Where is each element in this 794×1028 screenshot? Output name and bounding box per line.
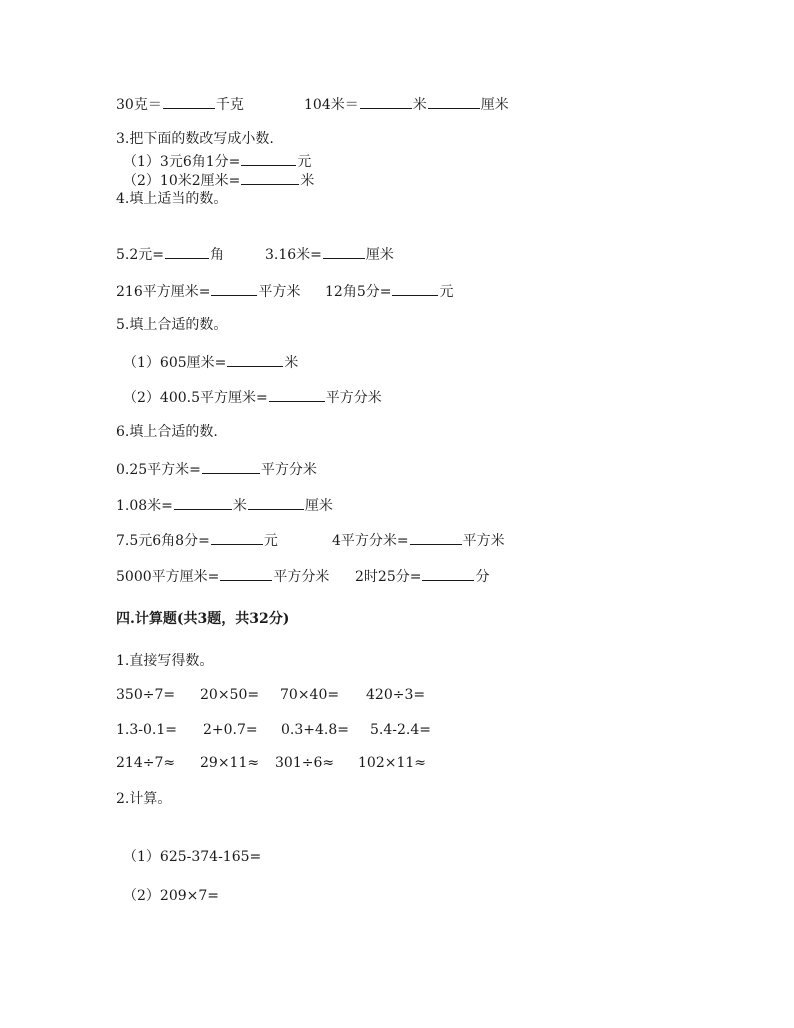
question-item xyxy=(123,387,382,407)
question-item xyxy=(116,281,300,301)
text: 米 xyxy=(412,97,427,113)
text: （1）605厘米= xyxy=(123,355,227,371)
calc-item: 29×11≈ xyxy=(200,755,260,771)
calc-item: 214÷7≈ xyxy=(116,755,176,771)
text: 104米＝ xyxy=(304,97,359,113)
question-item xyxy=(332,530,505,550)
answer-blank[interactable] xyxy=(248,495,304,510)
text: 30克＝ xyxy=(116,97,162,113)
text: 平方分米 xyxy=(273,569,330,585)
calc-item: 420÷3= xyxy=(366,687,426,703)
question-item xyxy=(265,244,394,264)
text: 平方米 xyxy=(258,284,301,300)
question-item xyxy=(116,244,224,264)
calc-item: 5.4-2.4= xyxy=(370,722,431,738)
text: 平方米 xyxy=(462,533,505,549)
text: 元 xyxy=(263,533,278,549)
question-title: 2.计算。 xyxy=(116,791,172,807)
question-item xyxy=(116,530,278,550)
text: （2）10米2厘米= xyxy=(123,173,241,189)
text: 3.16米= xyxy=(265,247,322,263)
text: 米 xyxy=(284,355,299,371)
answer-blank[interactable] xyxy=(174,495,232,510)
text: 角 xyxy=(210,247,224,263)
answer-blank[interactable] xyxy=(220,566,272,581)
text: 分 xyxy=(475,569,490,585)
text: 216平方厘米= xyxy=(116,284,211,300)
text: 4平方分米= xyxy=(332,533,409,549)
answer-blank[interactable] xyxy=(165,244,209,259)
answer-blank[interactable] xyxy=(360,94,412,109)
question-title: 1.直接写得数。 xyxy=(116,653,214,669)
calc-item: 102×11≈ xyxy=(358,755,426,771)
question-title: 5.填上合适的数。 xyxy=(116,317,228,333)
text: 米 xyxy=(232,498,247,514)
text: 元 xyxy=(297,154,312,170)
question-item xyxy=(123,170,314,190)
question-item xyxy=(116,459,317,479)
question-item xyxy=(123,151,311,171)
text: 米 xyxy=(300,173,315,189)
calc-item: 70×40= xyxy=(280,687,340,703)
question-title: 4.填上适当的数。 xyxy=(116,191,228,207)
text: 12角5分= xyxy=(325,284,392,300)
calc-item: （1）625-374-165= xyxy=(123,849,262,865)
text: （2）400.5平方厘米= xyxy=(123,390,268,406)
question-item xyxy=(116,566,329,586)
text: 厘米 xyxy=(304,498,333,514)
text: 厘米 xyxy=(480,97,509,113)
answer-blank[interactable] xyxy=(410,530,462,545)
calc-item: 20×50= xyxy=(200,687,260,703)
calc-item: 301÷6≈ xyxy=(275,755,335,771)
question-title: 6.填上合适的数. xyxy=(116,424,218,440)
calc-item: 2+0.7= xyxy=(203,722,258,738)
text: 厘米 xyxy=(365,247,394,263)
answer-blank[interactable] xyxy=(323,244,365,259)
text: 元 xyxy=(439,284,454,300)
answer-blank[interactable] xyxy=(392,281,438,296)
question-title: 3.把下面的数改写成小数. xyxy=(116,131,274,147)
calc-item: （2）209×7= xyxy=(123,888,219,904)
answer-blank[interactable] xyxy=(428,94,480,109)
text: 千克 xyxy=(215,97,244,113)
answer-blank[interactable] xyxy=(202,459,260,474)
answer-blank[interactable] xyxy=(211,281,257,296)
answer-blank[interactable] xyxy=(422,566,474,581)
text: 平方分米 xyxy=(260,462,317,478)
text: 2时25分= xyxy=(355,569,422,585)
text: （1）3元6角1分= xyxy=(123,154,241,170)
question-item xyxy=(325,281,453,301)
answer-blank[interactable] xyxy=(211,530,263,545)
question-item xyxy=(123,352,298,372)
text: 1.08米= xyxy=(116,498,173,514)
conversion-row xyxy=(304,94,509,114)
text: 0.25平方米= xyxy=(116,462,201,478)
calc-item: 350÷7= xyxy=(116,687,176,703)
question-item xyxy=(355,566,489,586)
conversion-row xyxy=(116,94,244,114)
question-item xyxy=(116,495,333,515)
answer-blank[interactable] xyxy=(227,352,283,367)
calc-item: 0.3+4.8= xyxy=(281,722,349,738)
answer-blank[interactable] xyxy=(269,387,325,402)
text: 5.2元= xyxy=(116,247,164,263)
answer-blank[interactable] xyxy=(241,151,296,166)
section-title: 四.计算题(共3题，共32分) xyxy=(116,611,290,627)
text: 5000平方厘米= xyxy=(116,569,220,585)
answer-blank[interactable] xyxy=(241,170,299,185)
answer-blank[interactable] xyxy=(163,94,215,109)
text: 7.5元6角8分= xyxy=(116,533,210,549)
calc-item: 1.3-0.1= xyxy=(116,722,177,738)
text: 平方分米 xyxy=(325,390,382,406)
